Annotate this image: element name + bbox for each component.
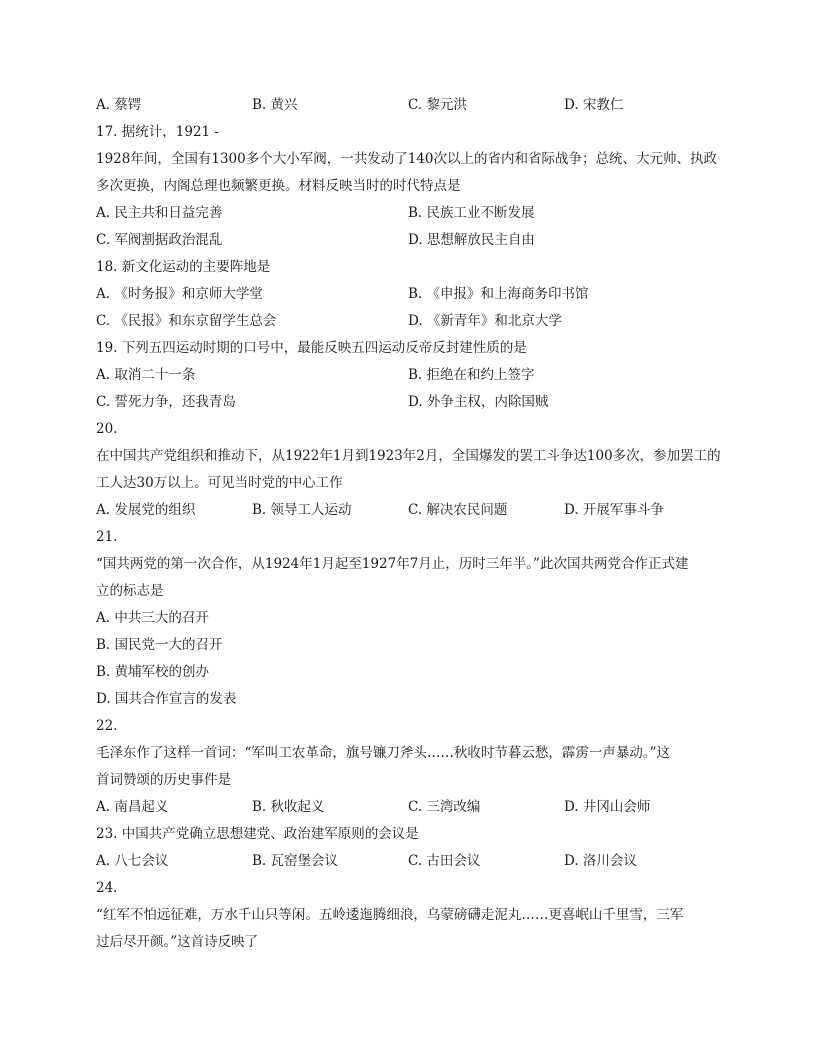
q23-options <box>96 848 724 875</box>
q18-stem: 18. 新文化运动的主要阵地是 <box>96 259 271 275</box>
q22-option-b: B. 秋收起义 <box>252 799 325 815</box>
q18-option-d: D. 《新青年》和北京大学 <box>408 313 562 329</box>
exam-page <box>96 92 724 956</box>
q23-option-b: B. 瓦窑堡会议 <box>252 853 339 869</box>
q18-option-b: B. 《申报》和上海商务印书馆 <box>408 286 589 302</box>
q19-option-c: C. 誓死力争，还我青岛 <box>96 394 236 410</box>
q21-number: 21. <box>96 529 118 545</box>
q17-option-d: D. 思想解放民主自由 <box>408 232 535 248</box>
q16-option-b: B. 黄兴 <box>252 97 298 113</box>
q19-option-b: B. 拒绝在和约上签字 <box>408 367 535 383</box>
q18-option-a: A. 《时务报》和京师大学堂 <box>96 286 263 302</box>
q21-option-b: B. 国民党一大的召开 <box>96 637 223 653</box>
q24-stem-line-1: “红军不怕远征难，万水千山只等闲。五岭逶迤腾细浪，乌蒙磅礴走泥丸……更喜岷山千里雪，三军 <box>96 907 684 923</box>
q21-option-a: A. 中共三大的召开 <box>96 610 209 626</box>
q17-option-a: A. 民主共和日益完善 <box>96 205 223 221</box>
q20-stem-line-1: 在中国共产党组织和推动下，从1922年1月到1923年2月，全国爆发的罢工斗争达100多次，参加罢工的 <box>96 448 721 464</box>
q19-option-a: A. 取消二十一条 <box>96 367 196 383</box>
q24-stem-line-2: 过后尽开颜。”这首诗反映了 <box>96 934 259 950</box>
q18-options-row-2 <box>96 308 724 335</box>
q23-option-d: D. 洛川会议 <box>564 853 637 869</box>
q21-option-d: D. 国共合作宣言的发表 <box>96 691 237 707</box>
q22-stem-line-2: 首词赞颂的历史事件是 <box>96 772 231 788</box>
q20-option-b: B. 领导工人运动 <box>252 502 352 518</box>
q24-number: 24. <box>96 880 118 896</box>
q17-option-b: B. 民族工业不断发展 <box>408 205 535 221</box>
q17-stem-line-2: 1928年间，全国有1300多个大小军阀，一共发动了140次以上的省内和省际战争；总统、大元帅、执政 <box>96 151 717 167</box>
q19-stem: 19. 下列五四运动时期的口号中，最能反映五四运动反帝反封建性质的是 <box>96 340 527 356</box>
q20-options <box>96 497 724 524</box>
q16-option-d: D. 宋教仁 <box>564 97 624 113</box>
q21-stem-line-2: 立的标志是 <box>96 583 164 599</box>
q16-option-c: C. 黎元洪 <box>408 97 467 113</box>
q23-option-a: A. 八七会议 <box>96 853 169 869</box>
q23-stem: 23. 中国共产党确立思想建党、政治建军原则的会议是 <box>96 826 419 842</box>
q20-option-c: C. 解决农民问题 <box>408 502 508 518</box>
q17-stem-line-1: 17. 据统计，1921 - <box>96 124 219 140</box>
q22-option-c: C. 三湾改编 <box>408 799 481 815</box>
q20-option-a: A. 发展党的组织 <box>96 502 196 518</box>
q19-option-d: D. 外争主权，内除国贼 <box>408 394 549 410</box>
q22-stem-line-1: 毛泽东作了这样一首词：“军叫工农革命，旗号镰刀斧头……秋收时节暮云愁，霹雳一声暴动。”这 <box>96 745 671 761</box>
q22-options <box>96 794 724 821</box>
q22-option-d: D. 井冈山会师 <box>564 799 651 815</box>
q17-stem-line-3: 多次更换，内阁总理也频繁更换。材料反映当时的时代特点是 <box>96 178 461 194</box>
q20-number: 20. <box>96 421 118 437</box>
q16-options <box>96 92 724 119</box>
q18-options-row-1 <box>96 281 724 308</box>
q18-option-c: C. 《民报》和东京留学生总会 <box>96 313 277 329</box>
q21-option-c: B. 黄埔军校的创办 <box>96 664 210 680</box>
q23-option-c: C. 古田会议 <box>408 853 481 869</box>
q20-option-d: D. 开展军事斗争 <box>564 502 664 518</box>
q19-options-row-2 <box>96 389 724 416</box>
q22-option-a: A. 南昌起义 <box>96 799 169 815</box>
q17-options-row-2 <box>96 227 724 254</box>
q16-option-a: A. 蔡锷 <box>96 97 142 113</box>
q22-number: 22. <box>96 718 118 734</box>
q21-stem-line-1: “国共两党的第一次合作，从1924年1月起至1927年7月止，历时三年半。”此次国共两党合作正式建 <box>96 556 689 572</box>
q19-options-row-1 <box>96 362 724 389</box>
q17-options-row-1 <box>96 200 724 227</box>
q17-option-c: C. 军阀割据政治混乱 <box>96 232 223 248</box>
q20-stem-line-2: 工人达30万以上。可见当时党的中心工作 <box>96 475 343 491</box>
